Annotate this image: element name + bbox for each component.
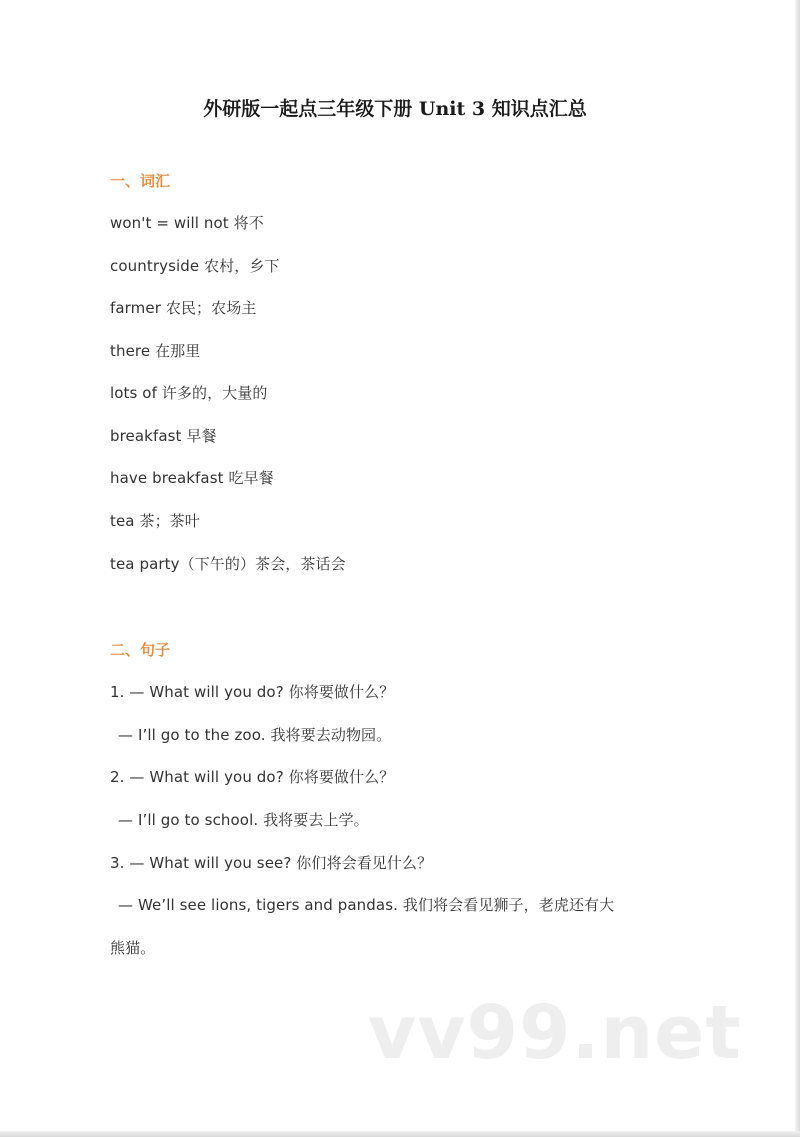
page-right-edge	[795, 0, 800, 1137]
sentence-3-answer: — We’ll see lions, tigers and pandas. 我们将会看见狮子，老虎还有大	[118, 896, 615, 914]
vocab-item-have-breakfast: have breakfast 吃早餐	[110, 469, 274, 487]
sentence-3-answer-continued: 熊猫。	[110, 939, 156, 957]
vocab-item-tea-party: tea party（下午的）茶会，茶话会	[110, 555, 346, 573]
vocab-item-countryside: countryside 农村，乡下	[110, 257, 280, 275]
sentence-2-question: 2. — What will you do? 你将要做什么？	[110, 768, 395, 786]
vocab-item-wont: won't = will not 将不	[110, 214, 264, 232]
page-bottom-edge	[0, 1131, 800, 1137]
sentence-1-answer: — I’ll go to the zoo. 我将要去动物园。	[118, 726, 392, 744]
vocab-item-lots-of: lots of 许多的，大量的	[110, 384, 268, 402]
vocab-item-breakfast: breakfast 早餐	[110, 427, 217, 445]
sentence-1-question: 1. — What will you do? 你将要做什么？	[110, 683, 395, 701]
vocab-item-there: there 在那里	[110, 342, 201, 360]
document-title: 外研版一起点三年级下册 Unit 3 知识点汇总	[203, 98, 587, 120]
vocab-item-farmer: farmer 农民；农场主	[110, 299, 257, 317]
sentence-3-question: 3. — What will you see? 你们将会看见什么？	[110, 854, 433, 872]
sentences-heading: 二、句子	[110, 641, 171, 659]
sentence-2-answer: — I’ll go to school. 我将要去上学。	[118, 811, 369, 829]
vocab-item-tea: tea 茶；茶叶	[110, 512, 200, 530]
watermark: vv99.net	[368, 990, 742, 1076]
vocabulary-heading: 一、词汇	[110, 172, 171, 190]
